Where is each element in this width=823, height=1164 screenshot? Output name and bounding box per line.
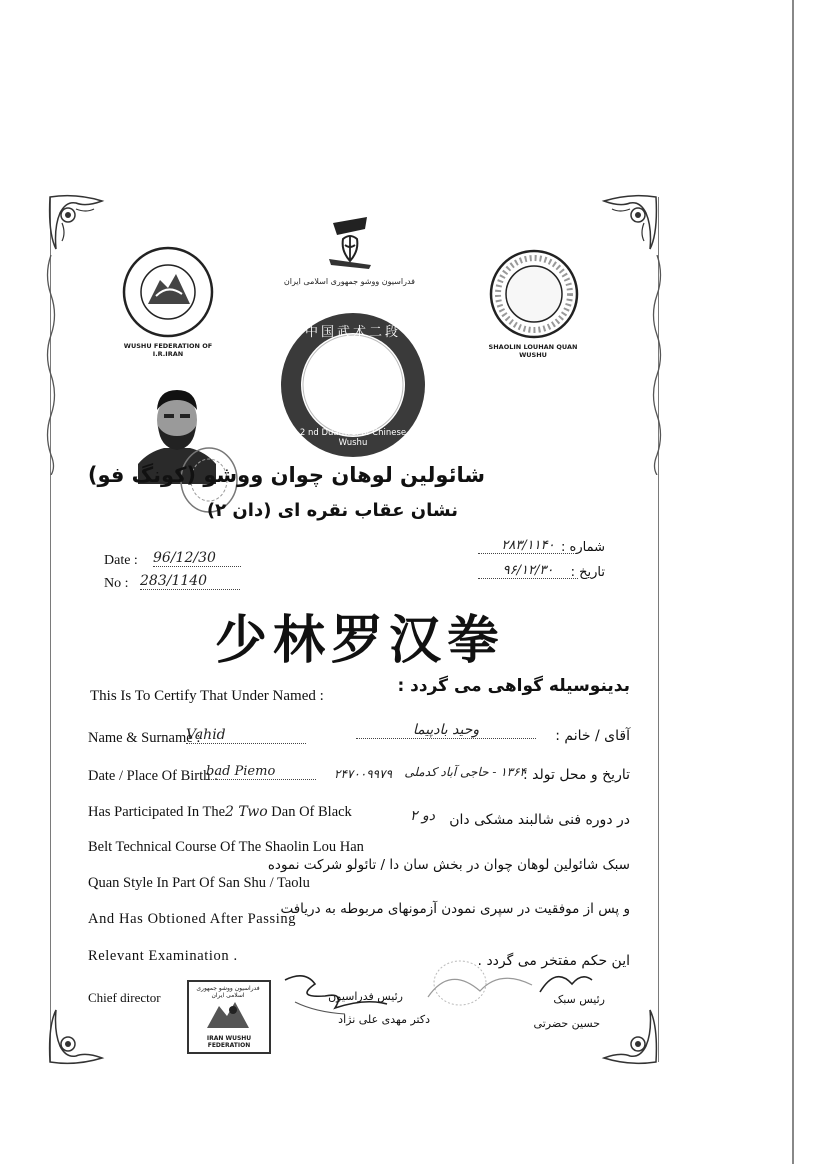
no-value: 283/1140 — [140, 573, 240, 590]
federation-stamp-top: فدراسیون ووشو جمهوری اسلامی ایران — [196, 985, 260, 999]
wushu-federation-seal — [120, 244, 216, 340]
center-seal-top-text: 中国武术二段 — [304, 325, 401, 340]
name-label-en: Name & Surname : — [88, 730, 201, 746]
style-head-signature — [420, 955, 540, 1015]
style-head-name: حسین حضرتی — [533, 1017, 600, 1030]
title-chinese: 少林罗汉拳 — [214, 610, 505, 671]
dob-id-fa: ۲۴۷۰۰۹۹۷۹ — [334, 767, 393, 781]
participated-line-fa: در دوره فنی شالبند مشکی دان — [449, 812, 630, 828]
body-line-4-en: And Has Obtioned After Passing — [88, 911, 297, 927]
title-persian-sub: نشان عقاب نقره ای (دان ۲) — [206, 500, 458, 521]
federation-stamp — [187, 980, 271, 1054]
corner-ornament-top-left — [46, 193, 106, 253]
number-label-fa: شماره : — [561, 540, 605, 555]
corner-ornament-bottom-left — [46, 1006, 106, 1066]
body-line-2-fa: سبک شائولین لوهان چوان در بخش سان دا / تائولو شرکت نموده — [267, 857, 630, 873]
participated-dan-hand: 2 Two — [225, 804, 268, 820]
body-line-3-en: Quan Style In Part Of San Shu / Taolu — [88, 875, 310, 891]
date-label-fa: تاریخ : — [570, 565, 605, 580]
federation-stamp-caption: IRAN WUSHU FEDERATION — [206, 1035, 252, 1049]
number-value-fa: ۲۸۳/۱۱۴۰ — [478, 538, 578, 554]
left-vine-ornament — [44, 255, 58, 475]
right-seal-caption: SHAOLIN LOUHAN QUAN WUSHU — [488, 343, 578, 359]
dob-value-fa: ۱۳۶۴ - حاجی آباد کدملی — [404, 765, 526, 779]
participated-pre: Has Participated In The — [88, 804, 226, 820]
scan-edge — [792, 0, 794, 1164]
body-line-2-en: Belt Technical Course Of The Shaolin Lou Han — [88, 839, 364, 855]
date-value: 96/12/30 — [153, 550, 241, 567]
left-seal-caption: WUSHU FEDERATION OF I.R.IRAN — [123, 342, 213, 358]
name-label-fa: آقای / خانم : — [555, 728, 630, 744]
corner-ornament-bottom-right — [600, 1006, 660, 1066]
name-value-fa: وحید بادپیما — [356, 722, 536, 739]
certify-line-en: This Is To Certify That Under Named : — [90, 688, 324, 704]
title-persian-main: شائولین لوهان چوان ووشو (کونگ فو) — [87, 463, 485, 487]
dob-label-en: Date / Place Of Birth : — [88, 768, 219, 784]
participated-post: Dan Of Black — [271, 804, 352, 820]
body-line-4-fa: این حکم مفتخر می گردد . — [477, 953, 630, 969]
chief-director-label: Chief director — [88, 990, 161, 1005]
date-label: Date : — [104, 553, 138, 568]
date-value-fa: ۹۶/۱۲/۳۰ — [478, 563, 578, 579]
body-line-3-fa: و پس از موفقیت در سپری نمودن آزمونهای مربوطه به دریافت — [280, 901, 630, 917]
stamp-mountain-icon — [205, 996, 251, 1032]
shaolin-louhan-seal — [487, 247, 581, 341]
participated-dan-fa-hand: دو ۲ — [410, 808, 435, 824]
iran-emblem-icon — [325, 215, 375, 270]
name-value-en: Vahid — [186, 727, 306, 744]
dob-label-fa: تاریخ و محل تولد : — [522, 767, 630, 783]
right-vine-ornament — [650, 255, 664, 475]
no-label: No : — [104, 576, 129, 591]
top-emblem-caption: فدراسیون ووشو جمهوری اسلامی ایران — [283, 277, 415, 286]
participated-line-en — [88, 804, 352, 821]
federation-head-title: رئیس فدراسیون — [328, 990, 403, 1003]
corner-ornament-top-right — [600, 193, 660, 253]
style-head-title: رئیس سبک — [553, 993, 605, 1006]
center-seal-bottom-text: 2 nd Duanwei of Chinese Wushu — [299, 428, 407, 448]
federation-head-name: دکتر مهدی علی نژاد — [338, 1013, 430, 1026]
body-line-5-en: Relevant Examination . — [88, 948, 238, 964]
certify-line-fa: بدینوسیله گواهی می گردد : — [397, 676, 630, 696]
dob-value-en: bad Piemo — [206, 764, 316, 780]
